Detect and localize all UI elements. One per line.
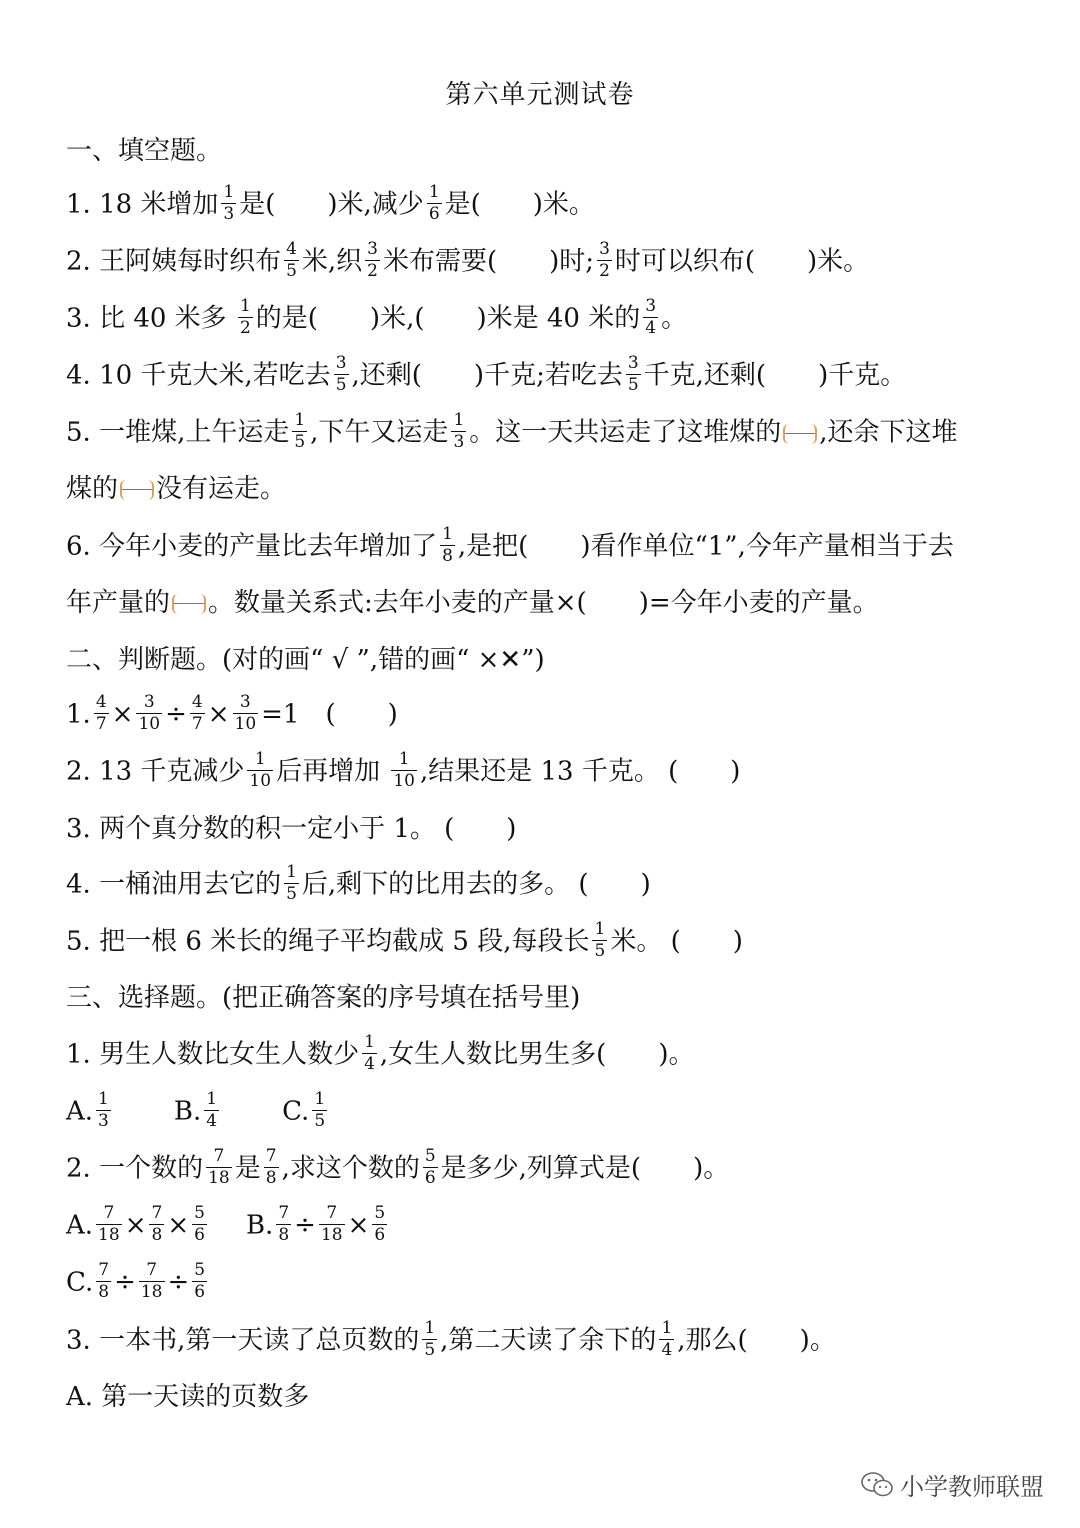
text: ,那么( )。 [677, 1325, 836, 1356]
fill-question-6 [66, 524, 1040, 567]
text: 3. 一本书,第一天读了总页数的 [66, 1325, 420, 1356]
fill-question-5-cont [66, 472, 1040, 506]
text: 时可以织布( )米。 [614, 246, 870, 277]
choice-question-3 [66, 1318, 1040, 1361]
fraction: $\frac{1}{6}$ [428, 182, 440, 224]
fraction: $\frac{1}{2}$ [239, 296, 251, 338]
choice-question-2-options-ab [66, 1203, 1040, 1246]
fraction: $\frac{3}{2}$ [367, 239, 378, 281]
text: 5. 一堆煤,上午运走 [66, 417, 290, 448]
fraction: $\frac{1}{10}$ [393, 749, 415, 791]
fraction: $\frac{3}{10}$ [138, 692, 161, 734]
fraction: $\frac{1}{3}$ [453, 410, 465, 452]
text: 1. 男生人数比女生人数少 [66, 1039, 360, 1070]
fill-question-2 [66, 239, 1040, 282]
option-b: B. $\frac{1}{4}$ [173, 1089, 218, 1131]
section-heading-judge: 二、判断题。(对的画“ √ ”,错的画“ ×✕”) [66, 645, 545, 675]
text: 3. 比 40 米多 [66, 303, 235, 334]
text: 4. 10 千克大米,若吃去 [66, 360, 331, 391]
text: 4. 一桶油用去它的 [66, 869, 282, 900]
fraction: $\frac{1}{5}$ [594, 919, 606, 961]
text: 6. 今年小麦的产量比去年增加了 [66, 531, 438, 562]
choice-question-2 [66, 1146, 1040, 1189]
fraction: $\frac{3}{2}$ [599, 239, 610, 281]
fraction: $\frac{1}{5}$ [424, 1318, 436, 1360]
fraction: $\frac{5}{6}$ [424, 1146, 436, 1188]
fraction: $\frac{1}{5}$ [286, 862, 297, 904]
fill-question-3 [66, 296, 1040, 339]
fraction: $\frac{3}{4}$ [645, 296, 657, 338]
option-a: A. $\frac{7}{18}$ × $\frac{7}{8}$ × $\frac{5}{6}$ [66, 1203, 205, 1245]
text: 千克,还剩( )千克。 [643, 360, 907, 391]
fill-question-5 [66, 410, 1040, 453]
fraction: $\frac{1}{3}$ [223, 182, 235, 224]
page-title: 第六单元测试卷 [445, 80, 635, 110]
text: ,下午又运走 [310, 417, 449, 448]
text: 2. 一个数的 [66, 1153, 204, 1184]
section-heading-fill: 一、填空题。 [66, 136, 223, 166]
text: ,第二天读了余下的 [440, 1325, 657, 1356]
choice-question-3-option-a [66, 1380, 1040, 1414]
fraction: $\frac{7}{8}$ [265, 1146, 277, 1188]
fraction: $\frac{3}{5}$ [627, 353, 639, 395]
option-a: A. $\frac{1}{3}$ [66, 1089, 109, 1131]
fill-question-1 [66, 182, 1040, 225]
judge-question-5 [66, 919, 1040, 962]
fraction: $\frac{1}{4}$ [661, 1318, 673, 1360]
text: ,还余下这堆 [819, 417, 958, 448]
section-heading-choice: 三、选择题。(把正确答案的序号填在括号里) [66, 983, 581, 1013]
text: 年产量的 [66, 588, 171, 618]
operator: ÷ [165, 699, 187, 730]
fraction-blank [783, 424, 817, 444]
text: 1. [66, 699, 91, 730]
operator: × [207, 699, 230, 730]
text: ,女生人数比男生多( )。 [379, 1039, 695, 1070]
fraction: $\frac{1}{4}$ [364, 1032, 375, 1074]
text: 3. 两个真分数的积一定小于 1。 ( ) [66, 814, 517, 844]
text: 是( )米,减少 [239, 189, 424, 220]
fraction: $\frac{1}{8}$ [442, 524, 453, 566]
text: 煤的 [66, 474, 119, 504]
text: 米。 ( ) [610, 926, 743, 957]
watermark-text: 小学教师联盟 [900, 1473, 1044, 1501]
option-b: B. $\frac{7}{8}$ ÷ $\frac{7}{18}$ × $\frac{5}{6}$ [245, 1203, 386, 1245]
fraction: $\frac{1}{5}$ [294, 410, 306, 452]
fraction-blank [172, 594, 206, 614]
choice-question-1 [66, 1032, 1040, 1075]
text: ,求这个数的 [281, 1153, 420, 1184]
text: 2. 13 千克减少 [66, 756, 245, 787]
fraction: $\frac{4}{7}$ [191, 692, 203, 734]
text: =1 ( ) [261, 699, 398, 730]
judge-question-3 [66, 812, 1040, 846]
fraction: $\frac{1}{10}$ [249, 749, 272, 791]
judge-question-4 [66, 862, 1040, 905]
text: 。 [661, 303, 688, 334]
choice-question-2-option-c [66, 1260, 1040, 1303]
fraction: $\frac{7}{18}$ [208, 1146, 230, 1188]
text: 米布需要( )时; [383, 246, 595, 277]
judge-question-1 [66, 692, 1040, 735]
operator: × [111, 699, 134, 730]
text: 是多少,列算式是( )。 [440, 1153, 730, 1184]
text: 1. 18 米增加 [66, 189, 219, 220]
watermark [860, 1467, 1044, 1502]
option-a: A. 第一天读的页数多 [66, 1382, 310, 1412]
text: 后,剩下的比用去的多。 ( ) [301, 869, 651, 900]
text: 。数量关系式:去年小麦的产量×( )=今年小麦的产量。 [208, 588, 879, 618]
text: 是 [234, 1153, 261, 1184]
text: ,是把( )看作单位“1”,今年产量相当于去 [457, 531, 954, 562]
judge-question-2 [66, 749, 1040, 792]
fraction: $\frac{3}{5}$ [335, 353, 347, 395]
text: ,结果还是 13 千克。 ( ) [419, 756, 741, 787]
text: 。这一天共运走了这堆煤的 [469, 417, 782, 448]
text: 没有运走。 [156, 474, 287, 504]
fraction: $\frac{4}{7}$ [95, 692, 107, 734]
fill-question-4 [66, 353, 1040, 396]
text: 后再增加 [276, 756, 389, 787]
text: 2. 王阿姨每时织布 [66, 246, 282, 277]
text: 米,织 [301, 246, 363, 277]
text: ,还剩( )千克;若吃去 [351, 360, 623, 391]
text: 是( )米。 [444, 189, 595, 220]
fraction-blank [120, 480, 154, 500]
text: 5. 把一根 6 米长的绳子平均截成 5 段,每段长 [66, 926, 590, 957]
option-c: C. $\frac{1}{5}$ [282, 1089, 326, 1131]
fraction: $\frac{4}{5}$ [286, 239, 297, 281]
wechat-icon [860, 1471, 894, 1499]
fraction: $\frac{3}{10}$ [234, 692, 257, 734]
text: 的是( )米,( )米是 40 米的 [255, 303, 641, 334]
fill-question-6-cont [66, 586, 1040, 620]
option-c: C. $\frac{7}{8}$ ÷ $\frac{7}{18}$ ÷ $\frac{5}{6}$ [66, 1260, 206, 1302]
choice-question-1-options [66, 1089, 1040, 1132]
